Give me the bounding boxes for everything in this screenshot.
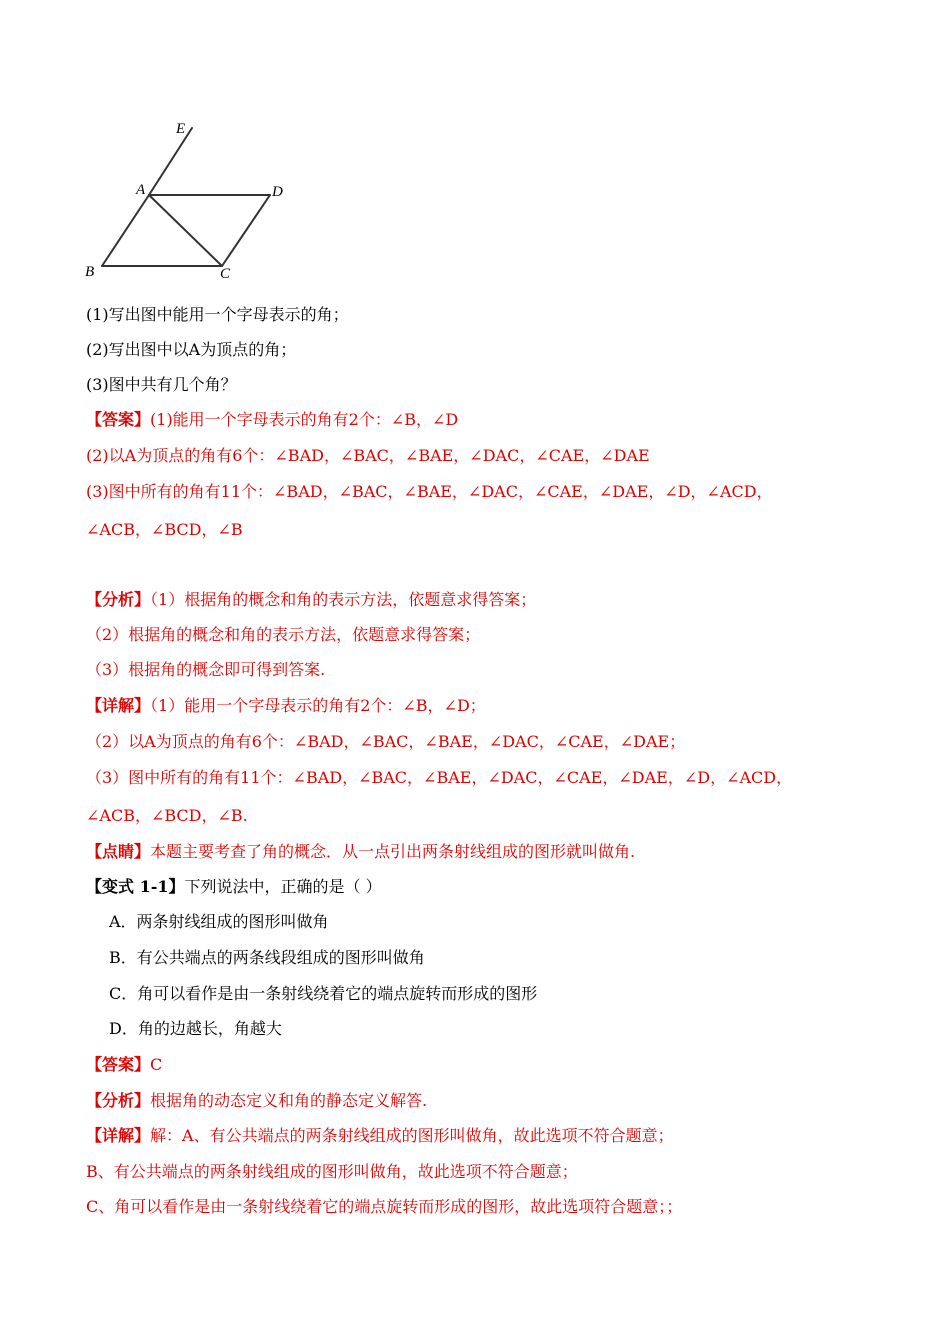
segment-DC [222, 195, 270, 266]
answer-line-3: (3)图中所有的角有11个：∠BAD，∠BAC，∠BAE，∠DAC，∠CAE，∠DAE，∠D，∠ACD， [86, 482, 773, 501]
label-E: E [176, 121, 186, 137]
analysis-line-1 [86, 589, 536, 611]
variant-detail-label: 【详解】 [86, 1126, 151, 1145]
detail-line-4: ∠ACB，∠BCD，∠B. [86, 806, 248, 825]
analysis-line-2: （2）根据角的概念和角的表示方法，依题意求得答案； [86, 625, 481, 644]
detail-label: 【详解】 [86, 696, 151, 715]
comment-line [86, 841, 635, 863]
answer-line-1 [86, 409, 458, 431]
analysis-label: 【分析】 [86, 590, 151, 609]
detail-line-2: （2）以A为顶点的角有6个：∠BAD，∠BAC，∠BAE，∠DAC，∠CAE，∠DAE； [86, 732, 686, 751]
geometry-figure [80, 112, 300, 287]
question-1: (1)写出图中能用一个字母表示的角； [86, 305, 349, 324]
parallelogram-diagram [80, 112, 300, 287]
question-3: (3)图中共有几个角？ [86, 375, 237, 394]
detail-line-3: （3）图中所有的角有11个：∠BAD，∠BAC，∠BAE，∠DAC，∠CAE，∠DAE，∠D，∠ACD， [86, 768, 793, 787]
variant-answer-label: 【答案】 [86, 1055, 151, 1074]
option-a: A．两条射线组成的图形叫做角 [109, 912, 329, 931]
analysis-line-3: （3）根据角的概念即可得到答案. [86, 660, 326, 679]
ray-AE [149, 128, 192, 195]
comment-text: 本题主要考查了角的概念．从一点引出两条射线组成的图形就叫做角. [150, 842, 636, 861]
variant-detail-line-2: B、有公共端点的两条射线组成的图形叫做角，故此选项不符合题意； [86, 1162, 578, 1181]
variant-detail-text-1: 解：A、有公共端点的两条射线组成的图形叫做角，故此选项不符合题意； [150, 1126, 674, 1145]
variant-detail-line-3: C、角可以看作是由一条射线绕着它的端点旋转而形成的图形，故此选项符合题意；； [86, 1197, 683, 1216]
detail-text-1: （1）能用一个字母表示的角有2个：∠B，∠D； [150, 696, 486, 715]
answer-label: 【答案】 [86, 410, 151, 429]
label-A: A [136, 182, 146, 198]
label-D: D [272, 184, 283, 200]
variant-line [86, 876, 382, 898]
answer-text-1: (1)能用一个字母表示的角有2个：∠B，∠D [150, 410, 459, 429]
analysis-text-1: （1）根据角的概念和角的表示方法，依题意求得答案； [150, 590, 537, 609]
option-b: B．有公共端点的两条线段组成的图形叫做角 [109, 948, 425, 967]
variant-analysis-line [86, 1090, 427, 1112]
segment-AC [149, 195, 222, 266]
variant-label: 【变式 1-1】 [86, 877, 185, 896]
variant-text: 下列说法中，正确的是（ ） [184, 877, 382, 896]
variant-analysis-text: 根据角的动态定义和角的静态定义解答. [150, 1091, 428, 1110]
variant-analysis-label: 【分析】 [86, 1091, 151, 1110]
option-d: D．角的边越长，角越大 [109, 1019, 282, 1038]
label-B: B [85, 264, 95, 280]
answer-line-4: ∠ACB，∠BCD，∠B [86, 520, 243, 539]
detail-line-1 [86, 695, 486, 717]
variant-detail-line-1 [86, 1125, 674, 1147]
label-C: C [220, 266, 231, 282]
comment-label: 【点睛】 [86, 842, 151, 861]
answer-line-2: (2)以A为顶点的角有6个：∠BAD，∠BAC，∠BAE，∠DAC，∠CAE，∠DAE [86, 446, 650, 465]
question-2: (2)写出图中以A为顶点的角； [86, 340, 297, 359]
segment-AB [102, 195, 149, 266]
variant-answer-line [86, 1054, 162, 1076]
option-c: C．角可以看作是由一条射线绕着它的端点旋转而形成的图形 [109, 984, 538, 1003]
variant-answer-text: C [150, 1055, 163, 1074]
